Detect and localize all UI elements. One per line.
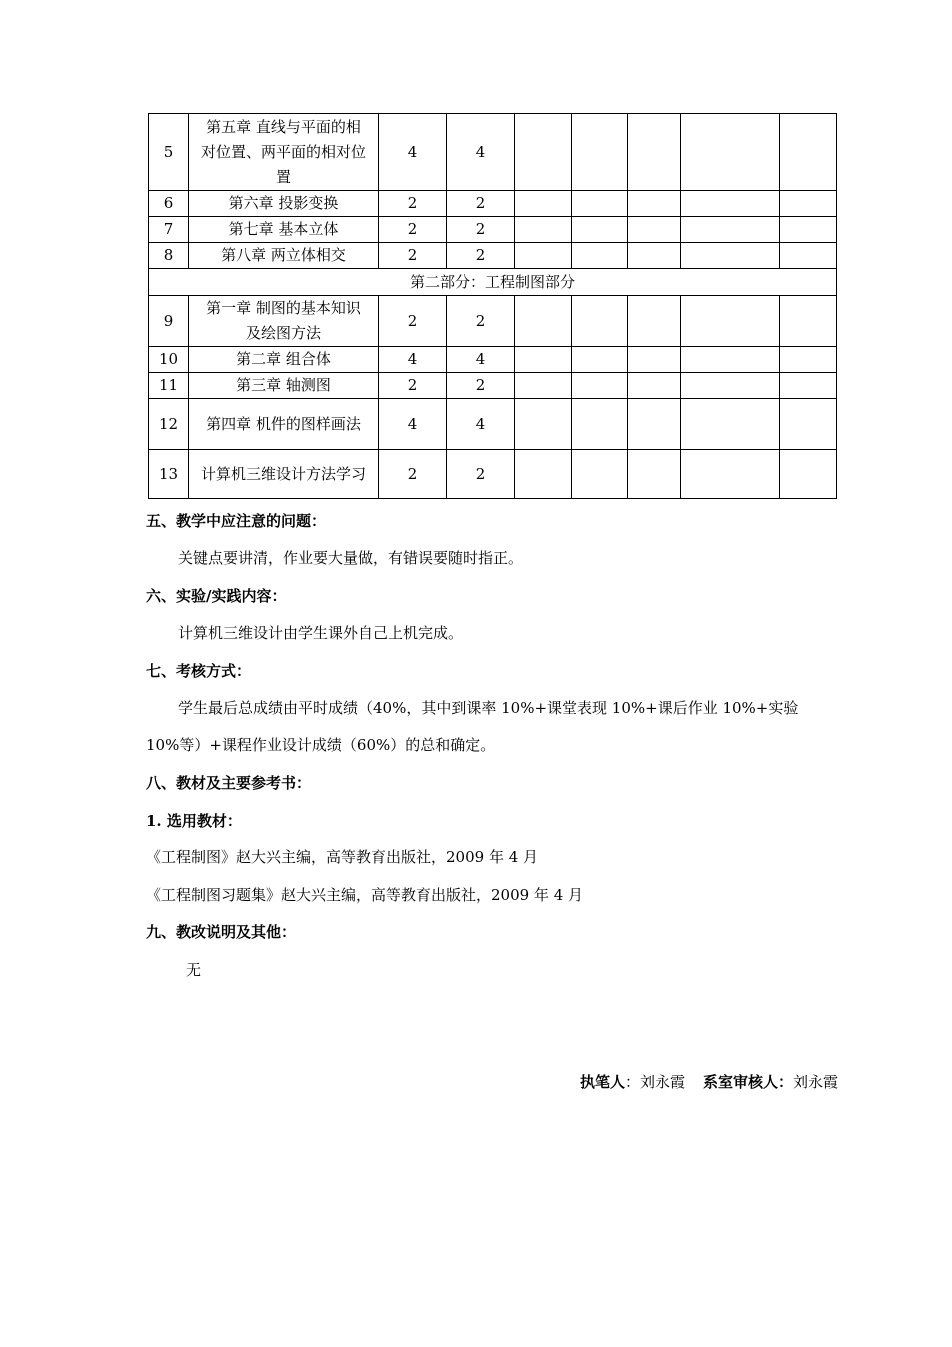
empty-cell: [628, 296, 681, 347]
syllabus-table: [148, 113, 837, 499]
textbook-2: 《工程制图习题集》赵大兴主编，高等教育出版社，2009 年 4 月: [146, 886, 584, 904]
empty-cell: [780, 450, 837, 499]
empty-cell: [572, 296, 628, 347]
section-9-body: 无: [186, 961, 202, 979]
table-row: [149, 347, 837, 373]
table-row: [149, 373, 837, 399]
table-row: [149, 399, 837, 450]
empty-cell: [572, 243, 628, 269]
section-7-heading: 七、考核方式：: [146, 662, 252, 680]
section-9-heading: 九、教改说明及其他：: [146, 923, 297, 941]
empty-cell: [628, 243, 681, 269]
hours-cell: 2: [379, 243, 447, 269]
empty-cell: [681, 114, 780, 191]
empty-cell: [681, 217, 780, 243]
empty-cell: [780, 373, 837, 399]
hours-cell: 4: [447, 347, 515, 373]
hours-cell: 4: [447, 399, 515, 450]
section-5-heading: 五、教学中应注意的问题：: [146, 512, 327, 530]
hours-cell: 2: [447, 450, 515, 499]
empty-cell: [780, 399, 837, 450]
reviewer-name: 刘永霞: [792, 1073, 838, 1091]
signature-line: [580, 1071, 838, 1092]
table-row: [149, 450, 837, 499]
hours-cell: 2: [379, 191, 447, 217]
empty-cell: [572, 347, 628, 373]
empty-cell: [628, 191, 681, 217]
hours-cell: 4: [379, 399, 447, 450]
row-number: 10: [149, 347, 189, 373]
empty-cell: [780, 296, 837, 347]
chapter-title: 第三章 轴测图: [189, 373, 379, 399]
empty-cell: [681, 191, 780, 217]
empty-cell: [515, 373, 572, 399]
empty-cell: [572, 217, 628, 243]
hours-cell: 2: [447, 296, 515, 347]
chapter-title: 第五章 直线与平面的相对位置、两平面的相对位置: [189, 114, 379, 191]
empty-cell: [515, 399, 572, 450]
hours-cell: 4: [447, 114, 515, 191]
empty-cell: [628, 114, 681, 191]
empty-cell: [780, 347, 837, 373]
empty-cell: [628, 347, 681, 373]
chapter-title: 第八章 两立体相交: [189, 243, 379, 269]
hours-cell: 2: [379, 296, 447, 347]
hours-cell: 4: [379, 114, 447, 191]
row-number: 5: [149, 114, 189, 191]
empty-cell: [681, 243, 780, 269]
row-number: 6: [149, 191, 189, 217]
table-row: [149, 296, 837, 347]
empty-cell: [515, 450, 572, 499]
chapter-title: 第六章 投影变换: [189, 191, 379, 217]
hours-cell: 2: [447, 191, 515, 217]
empty-cell: [780, 217, 837, 243]
section-7-body-line-1: 学生最后总成绩由平时成绩（40%，其中到课率 10%+课堂表现 10%+课后作业 10%+实验: [178, 699, 799, 717]
empty-cell: [572, 399, 628, 450]
textbook-1: 《工程制图》赵大兴主编，高等教育出版社，2009 年 4 月: [146, 848, 539, 866]
empty-cell: [681, 450, 780, 499]
section-title: 第二部分：工程制图部分: [149, 269, 837, 296]
section-6-heading: 六、实验/实践内容：: [146, 587, 287, 605]
empty-cell: [572, 114, 628, 191]
empty-cell: [628, 399, 681, 450]
chapter-title: 第四章 机件的图样画法: [189, 399, 379, 450]
empty-cell: [515, 243, 572, 269]
section-7-body-line-2: 10%等）+课程作业设计成绩（60%）的总和确定。: [146, 736, 496, 754]
row-number: 8: [149, 243, 189, 269]
empty-cell: [780, 243, 837, 269]
section-8-heading: 八、教材及主要参考书：: [146, 774, 312, 792]
empty-cell: [681, 347, 780, 373]
empty-cell: [780, 114, 837, 191]
writer-name: ：刘永霞: [624, 1073, 685, 1091]
table-row: [149, 191, 837, 217]
hours-cell: 2: [447, 243, 515, 269]
empty-cell: [628, 373, 681, 399]
chapter-title: 计算机三维设计方法学习: [189, 450, 379, 499]
table-row: [149, 243, 837, 269]
empty-cell: [681, 373, 780, 399]
empty-cell: [780, 191, 837, 217]
hours-cell: 2: [447, 217, 515, 243]
row-number: 12: [149, 399, 189, 450]
empty-cell: [515, 217, 572, 243]
empty-cell: [515, 114, 572, 191]
writer-label: 执笔人: [579, 1073, 625, 1091]
empty-cell: [572, 373, 628, 399]
row-number: 11: [149, 373, 189, 399]
empty-cell: [572, 450, 628, 499]
section-6-body: 计算机三维设计由学生课外自己上机完成。: [178, 624, 464, 642]
empty-cell: [515, 191, 572, 217]
hours-cell: 2: [379, 373, 447, 399]
hours-cell: 2: [447, 373, 515, 399]
hours-cell: 2: [379, 450, 447, 499]
section-5-body: 关键点要讲清，作业要大量做，有错误要随时指正。: [178, 549, 524, 567]
chapter-title: 第一章 制图的基本知识及绘图方法: [189, 296, 379, 347]
reviewer-label: 系室审核人：: [702, 1073, 793, 1091]
empty-cell: [515, 296, 572, 347]
hours-cell: 4: [379, 347, 447, 373]
empty-cell: [628, 217, 681, 243]
chapter-title: 第二章 组合体: [189, 347, 379, 373]
table-row: [149, 217, 837, 243]
table-row: [149, 114, 837, 191]
empty-cell: [572, 191, 628, 217]
chapter-title: 第七章 基本立体: [189, 217, 379, 243]
row-number: 13: [149, 450, 189, 499]
empty-cell: [515, 347, 572, 373]
empty-cell: [681, 399, 780, 450]
section-8-subheading: 1. 选用教材：: [146, 812, 242, 830]
section-row: [149, 269, 837, 296]
row-number: 7: [149, 217, 189, 243]
hours-cell: 2: [379, 217, 447, 243]
empty-cell: [628, 450, 681, 499]
row-number: 9: [149, 296, 189, 347]
empty-cell: [681, 296, 780, 347]
